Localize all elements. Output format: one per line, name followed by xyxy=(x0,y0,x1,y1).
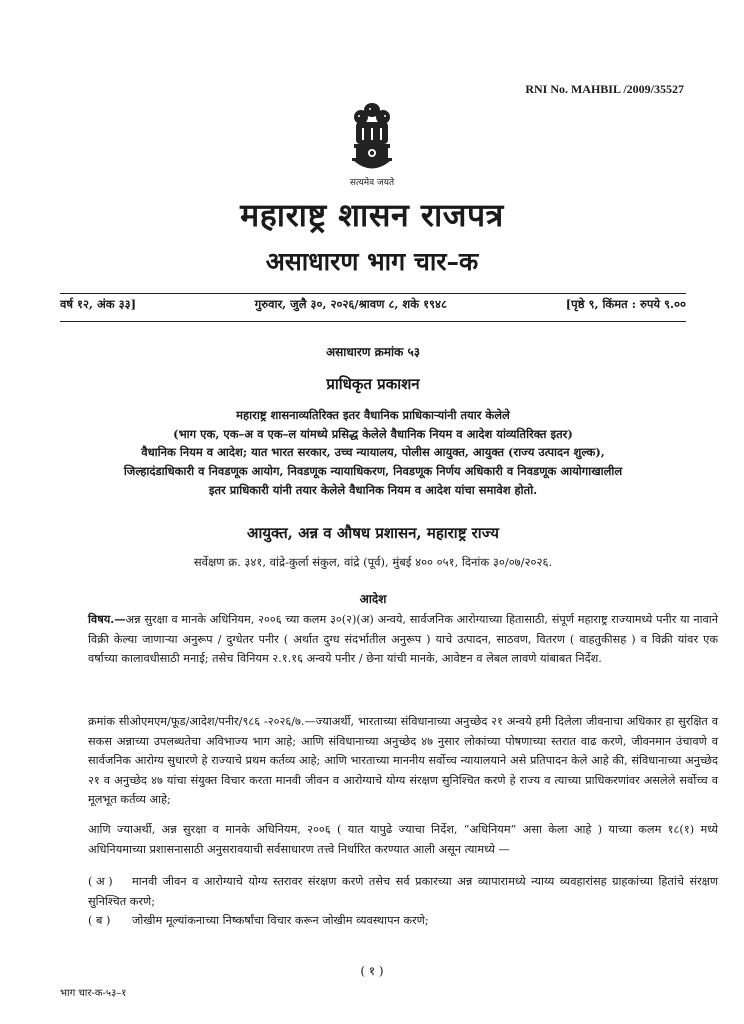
issue-info-bar xyxy=(60,297,686,312)
clause-b-label: ( ब ) xyxy=(88,914,111,927)
authority-address: सर्वेक्षण क्र. ३४१, वांद्रे-कुर्ला संकुल, वांद्रे (पूर्व), मुंबई ४०० ०५१, दिनांक ३०/०७/२०२६. xyxy=(193,555,553,569)
description-line: महाराष्ट्र शासनाव्यतिरिक्त इतर वैधानिक प्राधिकाऱ्यांनी तयार केलेले xyxy=(236,408,510,422)
description-line: (भाग एक, एक–अ व एक–ल यांमध्ये प्रसिद्ध केलेले वैधानिक नियम व आदेश यांव्यतिरिक्त इतर) xyxy=(173,426,573,441)
subject-text: अन्न सुरक्षा व मानके अधिनियम, २००६ च्या कलम ३०(२)(अ) अन्वये, सार्वजनिक आरोग्याच्या हितासाठी, संपूर्ण महाराष्ट्र राज्यामध्ये पनीर या नावाने विक्री केल्या जाणाऱ्या अनुरूप / दुग्धेतर पनीर ( अर्थात दुग्ध संदर्भातील अनुरूप ) याचे उत्पादन, साठवण, वितरण ( वाहतुकीसह ) व विक्री यांवर एक वर्षाच्या कालावधीसाठी मनाई; तसेच विनियम २.१.१६ अन्वये पनीर / छेना यांची मानके, आवेष्टन व लेबल लावणे यांबाबत निर्देश. xyxy=(88,613,718,665)
bottom-rule xyxy=(60,321,686,322)
order-heading: आदेश xyxy=(359,592,387,606)
publication-description xyxy=(60,406,686,500)
gazette-title: महाराष्ट्र शासन राजपत्र xyxy=(240,196,504,234)
clause-a xyxy=(60,872,718,911)
extraordinary-number: असाधारण क्रमांक ५३ xyxy=(325,345,420,359)
lion-capital-icon xyxy=(350,100,394,174)
description-line: इतर प्राधिकारी यांनी तयार केलेले वैधानिक नियम व आदेश यांचा समावेश होतो. xyxy=(208,482,538,497)
emblem-motto: सत्यमेव जयते xyxy=(349,178,395,188)
clause-a-text: मानवी जीवन व आरोग्याचे योग्य स्तरावर संरक्षण करणे तसेच सर्व प्रकारच्या अन्न व्यापारामध्ये न्याय्य व्यवहारांसह ग्राहकांच्या हितांचे संरक्षण सुनिश्चित करणे; xyxy=(88,875,718,908)
subject-label: विषय.— xyxy=(88,612,126,626)
state-emblem xyxy=(322,100,422,188)
clause-b-text: जोखीम मूल्यांकनाच्या निष्कर्षांचा विचार करून जोखीम व्यवस्थापन करणे; xyxy=(132,914,429,927)
authorised-publication: प्राधिकृत प्रकाशन xyxy=(326,375,420,393)
issue-date: गुरुवार, जुलै ३०, २०२६/श्रावण ८, शके १९४८ xyxy=(254,297,448,311)
top-rule xyxy=(60,293,686,294)
part-code: भाग चार-क-५३–१ xyxy=(60,988,127,999)
description-line: जिल्हादंडाधिकारी व निवडणूक आयोग, निवडणूक न्यायाधिकरण, निवडणूक निर्णय अधिकारी व निवडणूक आयोगाखालील xyxy=(123,464,623,479)
subject-paragraph xyxy=(60,610,718,669)
clause-a-label: ( अ ) xyxy=(88,875,113,888)
volume-issue: वर्ष १२, अंक ३३] xyxy=(60,297,137,311)
page-number: ( १ ) xyxy=(360,964,384,978)
gazette-subtitle: असाधारण भाग चार–क xyxy=(265,247,479,276)
order-paragraph: क्रमांक सीओएमएम/फूड/आदेश/पनीर/९८६ -२०२६/७.—ज्याअर्थी, भारताच्या संविधानाच्या अनुच्छेद २१ अन्वये हमी दिलेला जीवनाचा अधिकार हा सुरक्षित व सकस अन्नाच्या उपलब्धतेचा अविभाज्य भाग आहे; आणि संविधानाच्या अनुच्छेद ४७ नुसार लोकांच्या पोषणाच्या स्तरात वाढ करणे, जीवनमान उंचावणे व सार्वजनिक आरोग्य सुधारणे हे राज्याचे प्रथम कर्तव्य आहे; आणि भारताच्या माननीय सर्वोच्च न्यायालयाने असे प्रतिपादन केले आहे की, संविधानाच्या अनुच्छेद २१ व अनुच्छेद ४७ यांचा संयुक्त विचार करता मानवी जीवन व आरोग्याचे योग्य संरक्षण सुनिश्चित करणे हे राज्य व त्याच्या प्राधिकरणांवर असलेले सर्वोच्च व मूलभूत कर्तव्य आहे; xyxy=(88,715,718,806)
rni-number: RNI No. MAHBIL /2009/35527 xyxy=(525,82,684,96)
issuing-authority: आयुक्त, अन्न व औषध प्रशासन, महाराष्ट्र राज्य xyxy=(247,524,499,542)
clause-b xyxy=(60,911,718,931)
description-line: वैधानिक नियम व आदेश; यात भारत सरकार, उच्च न्यायालय, पोलीस आयुक्त, आयुक्त (राज्य उत्पादन शुल्क), xyxy=(141,445,605,460)
page-count-price: [पृष्ठे ९, किंमत : रुपये ९.०० xyxy=(565,297,686,311)
whereas-paragraph: आणि ज्याअर्थी, अन्न सुरक्षा व मानके अधिनियम, २००६ ( यात यापुढे ज्याचा निर्देश, “अधिनियम” असा केला आहे ) याच्या कलम १८(१) मध्ये अधिनियमाच्या प्रशासनासाठी अनुसरावयाची सर्वसाधारण तत्त्वे निर्धारित करण्यात आली असून त्यामध्ये — xyxy=(88,823,718,856)
